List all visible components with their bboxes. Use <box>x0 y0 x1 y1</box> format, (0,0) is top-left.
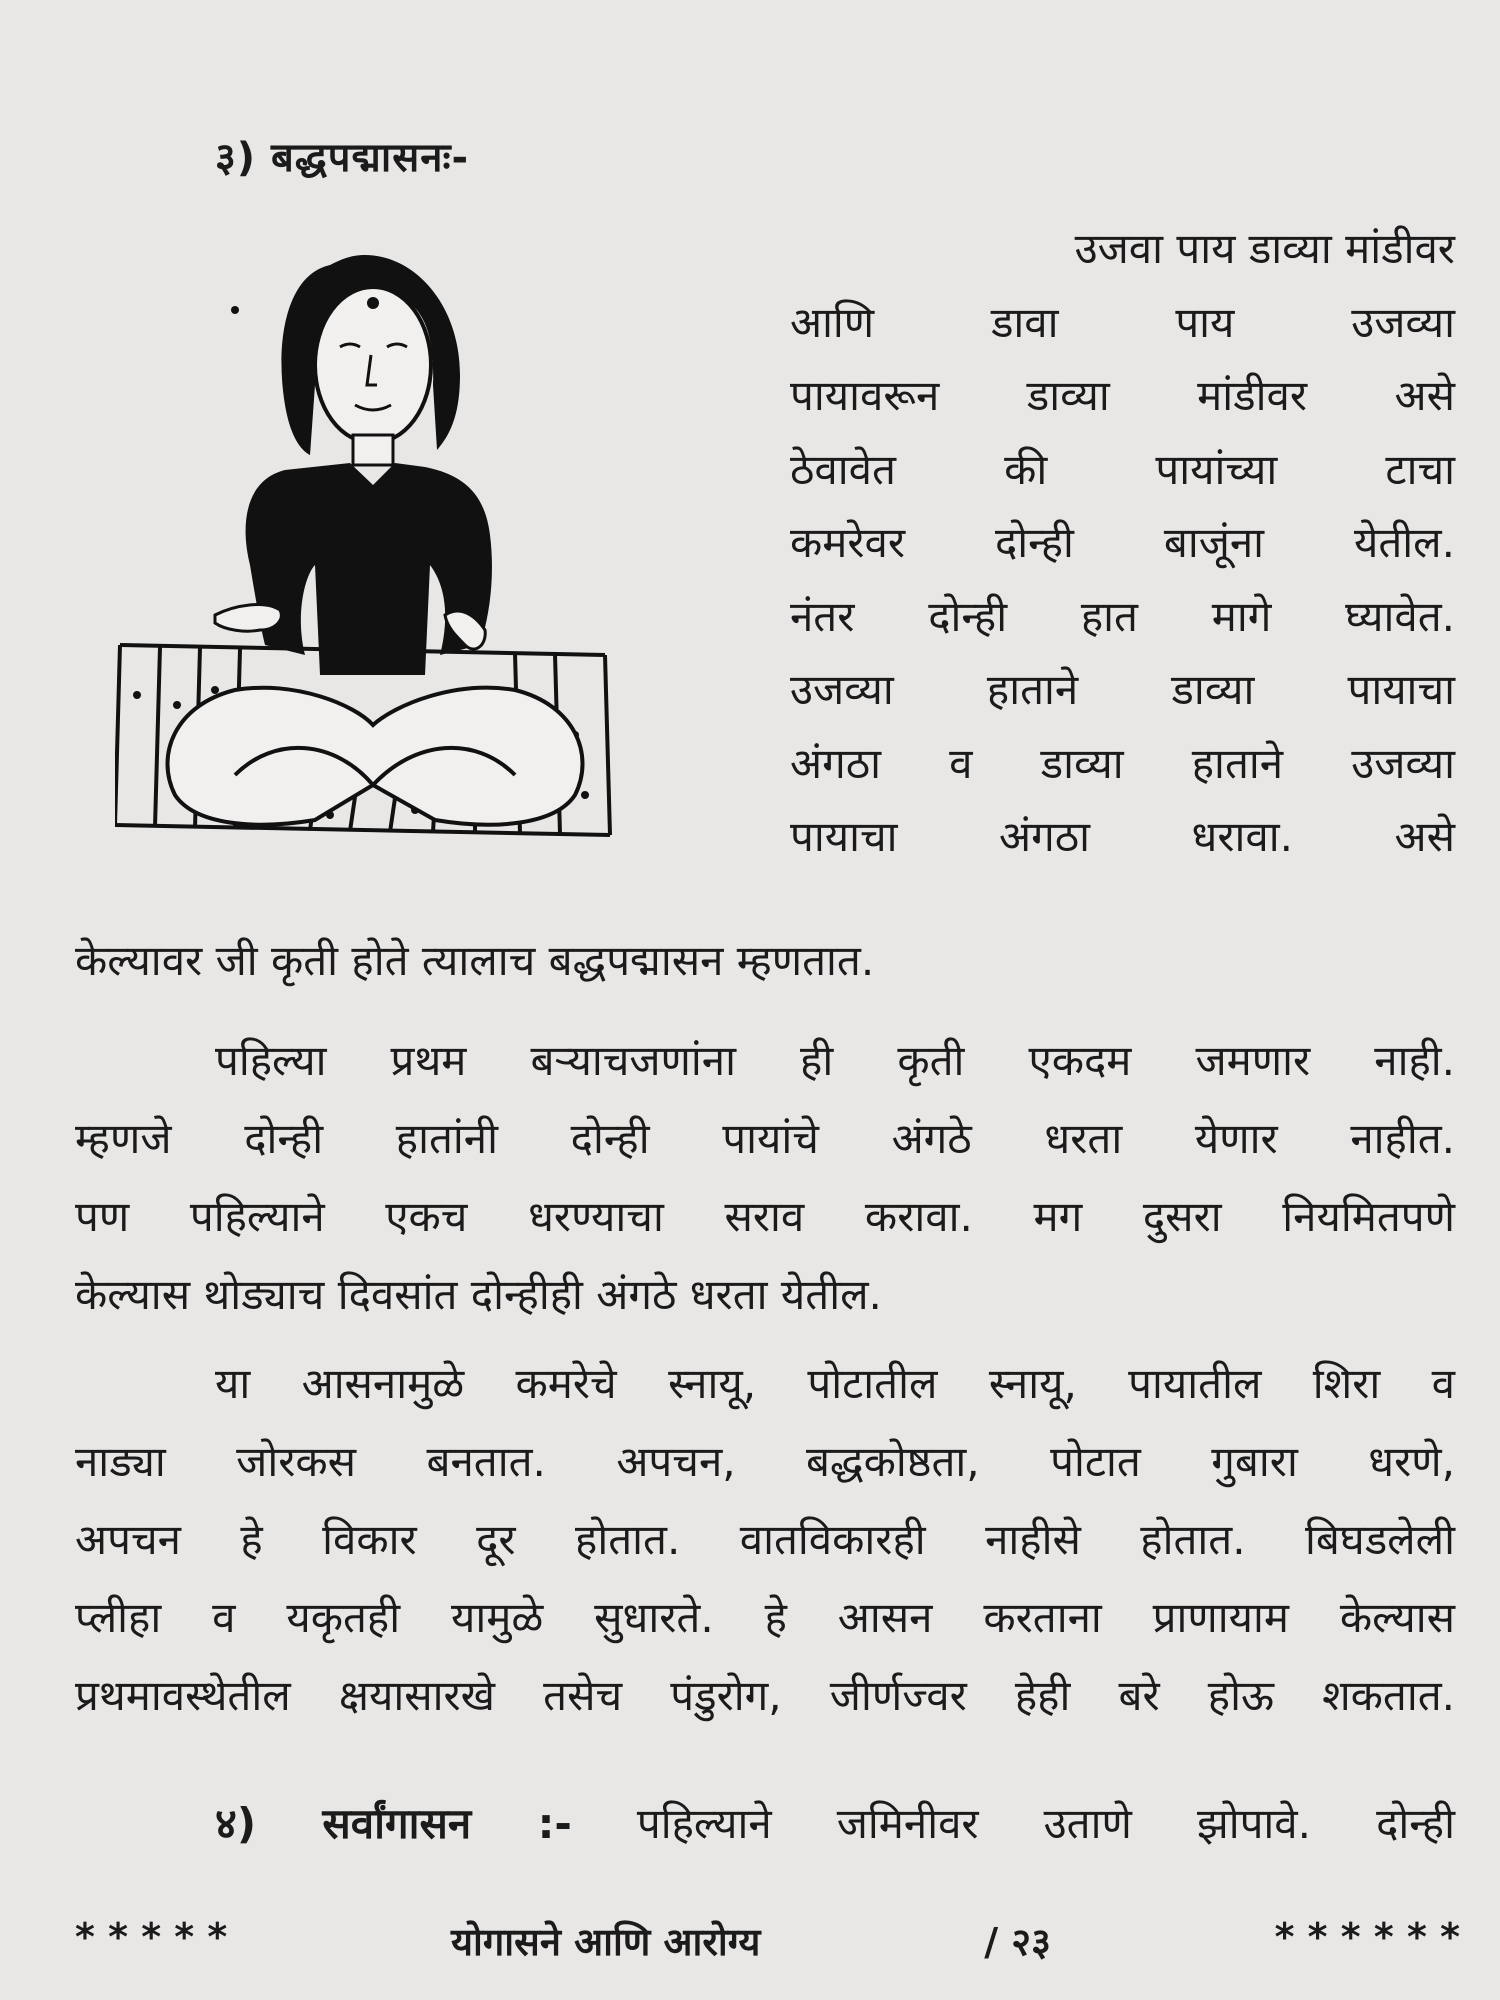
section-heading: ३) बद्धपद्मासनः- <box>215 135 470 181</box>
text-line <box>75 1785 1455 1863</box>
footer-stars-left: * * * * * <box>75 1915 228 1959</box>
text-line: पायावरून डाव्या मांडीवर असे <box>790 371 1455 420</box>
page-number: / २३ <box>984 1920 1051 1964</box>
text-line: नाड्या जोरकस बनतात. अपचन, बद्धकोष्ठता, पोटात गुबारा धरणे, <box>75 1437 1455 1486</box>
footer-stars-right: * * * * * * <box>1274 1915 1460 1959</box>
text-line: ठेवावेत की पायांच्या टाचा <box>790 444 1455 494</box>
text-line: प्रथमावस्थेतील क्षयासारखे तसेच पंडुरोग, जीर्णज्वर हेही बरे होऊ शकतात. <box>75 1671 1455 1720</box>
text-line: या आसनामुळे कमरेचे स्नायू, पोटातील स्नायू, पायातील शिरा व <box>215 1359 1455 1408</box>
text-line: म्हणजे दोन्ही हातांनी दोन्ही पायांचे अंगठे धरता येणार नाहीत. <box>75 1114 1455 1163</box>
text-line: अपचन हे विकार दूर होतात. वातविकारही नाहीसे होतात. बिघडलेली <box>75 1515 1455 1564</box>
text-line: कमरेवर दोन्ही बाजूंना येतील. <box>790 518 1455 567</box>
page-footer <box>75 1915 1460 1967</box>
text-line: पायाचा अंगठा धरावा. असे <box>790 812 1455 861</box>
section-text: पहिल्याने जमिनीवर उताणे झोपावे. दोन्ही <box>636 1799 1455 1848</box>
text-line: अंगठा व डाव्या हाताने उजव्या <box>790 738 1455 788</box>
text-line: उजव्या हाताने डाव्या पायाचा <box>790 665 1455 714</box>
wrapped-paragraph <box>790 212 1455 874</box>
text-line: उजवा पाय डाव्या मांडीवर <box>1074 224 1455 273</box>
text-line: आणि डावा पाय उजव्या <box>790 297 1455 347</box>
text-line: पहिल्या प्रथम बऱ्याचजणांना ही कृती एकदम जमणार नाही. <box>215 1036 1455 1085</box>
text-line: नंतर दोन्ही हात मागे घ्यावेत. <box>790 591 1455 641</box>
paragraph-2 <box>75 1022 1455 1334</box>
footer-book-title: योगासने आणि आरोग्य <box>451 1920 761 1964</box>
paragraph-1-end <box>75 922 1455 1000</box>
text-line: प्लीहा व यकृतही यामुळे सुधारते. हे आसन करताना प्राणायाम केल्यास <box>75 1593 1455 1642</box>
text-line: केल्यावर जी कृती होते त्यालाच बद्धपद्मासन म्हणतात. <box>75 936 875 985</box>
text-line: पण पहिल्याने एकच धरण्याचा सराव करावा. मग दुसरा नियमितपणे <box>75 1192 1455 1241</box>
text-line: केल्यास थोड्याच दिवसांत दोन्हीही अंगठे धरता येतील. <box>75 1270 882 1319</box>
paragraph-4 <box>75 1785 1455 1863</box>
torso <box>246 463 492 675</box>
legs <box>168 688 583 825</box>
section-heading: ४) सर्वांगासन :- <box>215 1799 572 1848</box>
yoga-pose-illustration <box>115 235 765 865</box>
paragraph-3 <box>75 1345 1455 1735</box>
